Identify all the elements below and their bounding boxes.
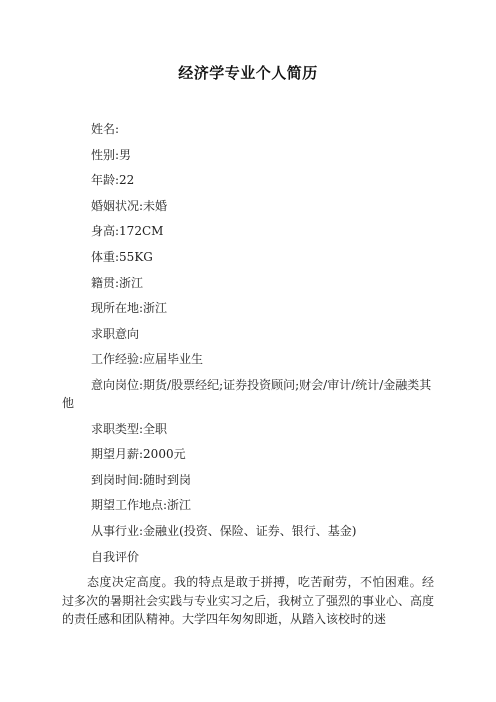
name-line: 姓名: bbox=[91, 122, 120, 136]
hometown-line: 籍贯:浙江 bbox=[91, 275, 144, 290]
expected-location-line: 期望工作地点:浙江 bbox=[91, 498, 192, 513]
weight-line: 体重:55KG bbox=[91, 249, 153, 264]
job-type-line: 求职类型:全职 bbox=[91, 421, 168, 436]
current-location-line: 现所在地:浙江 bbox=[91, 301, 168, 316]
target-position-line: 意向岗位:期货/股票经纪;证券投资顾问;财会/审计/统计/金融类其他 bbox=[62, 377, 432, 410]
industry-line: 从事行业:金融业(投资、保险、证券、银行、基金) bbox=[91, 523, 357, 538]
start-time-line: 到岗时间:随时到岗 bbox=[91, 472, 192, 487]
height-line: 身高:172CM bbox=[91, 224, 164, 239]
self-evaluation-heading: 自我评价 bbox=[91, 549, 140, 564]
marital-status-line: 婚姻状况:未婚 bbox=[91, 198, 168, 213]
expected-salary-line: 期望月薪:2000元 bbox=[91, 447, 186, 462]
self-evaluation-paragraph: 态度决定高度。我的特点是敢于拼搏，吃苦耐劳，不怕困难。经过多次的暑期社会实践与专业实习之后，我树立了强烈的事业心、高度的责任感和团队精神。大学四年匆匆即逝，从踏入该校时的迷 bbox=[62, 575, 435, 627]
gender-line: 性别:男 bbox=[91, 147, 132, 162]
work-experience-line: 工作经验:应届毕业生 bbox=[91, 352, 204, 367]
job-intention-heading: 求职意向 bbox=[91, 326, 140, 341]
document-body bbox=[62, 120, 434, 629]
age-line: 年龄:22 bbox=[91, 173, 135, 188]
document-title: 经济学专业个人简历 bbox=[178, 64, 318, 82]
